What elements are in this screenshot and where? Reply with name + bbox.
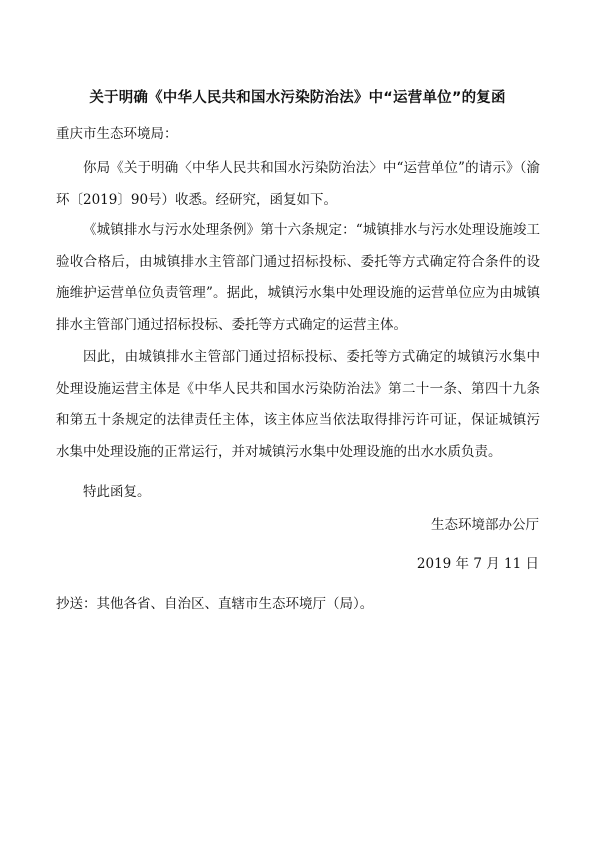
date: 2019 年 7 月 11 日 <box>416 556 539 572</box>
document-title: 关于明确《中华人民共和国水污染防治法》中“运营单位”的复函 <box>89 90 506 106</box>
paragraph-3: 因此，由城镇排水主管部门通过招标投标、委托等方式确定的城镇污水集中处理设施运营主体是《中华人民共和国水污染防治法》第二十一条、第四十九条和第五十条规定的法律责任主体，该主体应当依法取得排污许可证，保证城镇污水集中处理设施的正常运行，并对城镇污水集中处理设施的出水水质负责。 <box>56 349 540 460</box>
paragraph-1: 你局《关于明确〈中华人民共和国水污染防治法〉中“运营单位”的请示》（渝环〔2019〕90号）收悉。经研究，函复如下。 <box>56 160 540 208</box>
paragraph-2: 《城镇排水与污水处理条例》第十六条规定：“城镇排水与污水处理设施竣工验收合格后，由城镇排水主管部门通过招标投标、委托等方式确定符合条件的设施维护运营单位负责管理”。据此，城镇污水集中处理设施的运营单位应为由城镇排水主管部门通过招标投标、委托等方式确定的运营主体。 <box>56 222 540 333</box>
cc-line: 抄送：其他各省、自治区、直辖市生态环境厅（局）。 <box>56 596 374 612</box>
addressee: 重庆市生态环境局： <box>56 126 178 142</box>
signature: 生态环境部办公厅 <box>431 517 539 533</box>
closing-line: 特此函复。 <box>83 484 151 500</box>
